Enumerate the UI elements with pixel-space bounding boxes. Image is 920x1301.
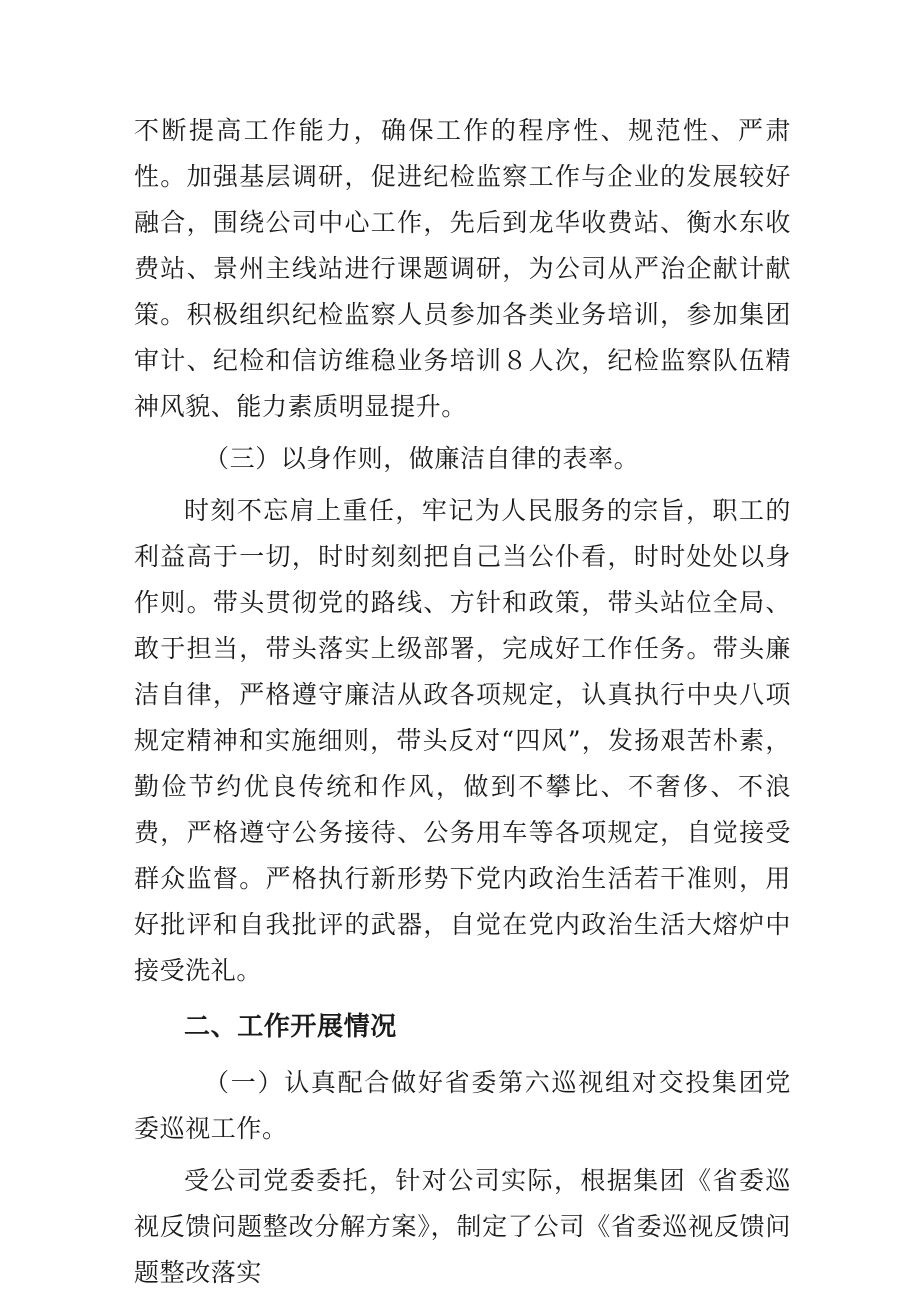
document-page (134, 108, 791, 1296)
paragraph-body-self-discipline: 时刻不忘肩上重任，牢记为人民服务的宗旨，职工的利益高于一切，时时刻刻把自己当公仆看，时时处处以身作则。带头贯彻党的路线、方针和政策，带头站位全局、敢于担当，带头落实上级部署，完成好工作任务。带头廉洁自律，严格遵守廉洁从政各项规定，认真执行中央八项规定精神和实施细则，带头反对“四风”，发扬艰苦朴素，勤俭节约优良传统和作风，做到不攀比、不奢侈、不浪费，严格遵守公务接待、公务用车等各项规定，自觉接受群众监督。严格执行新形势下党内政治生活若干准则，用好批评和自我批评的武器，自觉在党内政治生活大熔炉中接受洗礼。 (134, 496, 791, 985)
sub-heading-three: （三）以身作则，做廉洁自律的表率。 (204, 444, 640, 473)
paragraph-body-continued: 不断提高工作能力，确保工作的程序性、规范性、严肃性。加强基层调研，促进纪检监察工作与企业的发展较好融合，围绕公司中心工作，先后到龙华收费站、衡水东收费站、景州主线站进行课题调研，为公司从严治企献计献策。积极组织纪检监察人员参加各类业务培训，参加集团审计、纪检和信访维稳业务培训８人次，纪检监察队伍精神风貌、能力素质明显提升。 (134, 116, 791, 421)
section-heading-work-progress: 二、工作开展情况 (184, 1012, 397, 1042)
sub-heading-one: （一）认真配合做好省委第六巡视组对交投集团党委巡视工作。 (134, 1068, 791, 1143)
paragraph-body-inspection: 受公司党委委托，针对公司实际，根据集团《省委巡视反馈问题整改分解方案》，制定了公司《省委巡视反馈问题整改落实 (134, 1166, 791, 1287)
